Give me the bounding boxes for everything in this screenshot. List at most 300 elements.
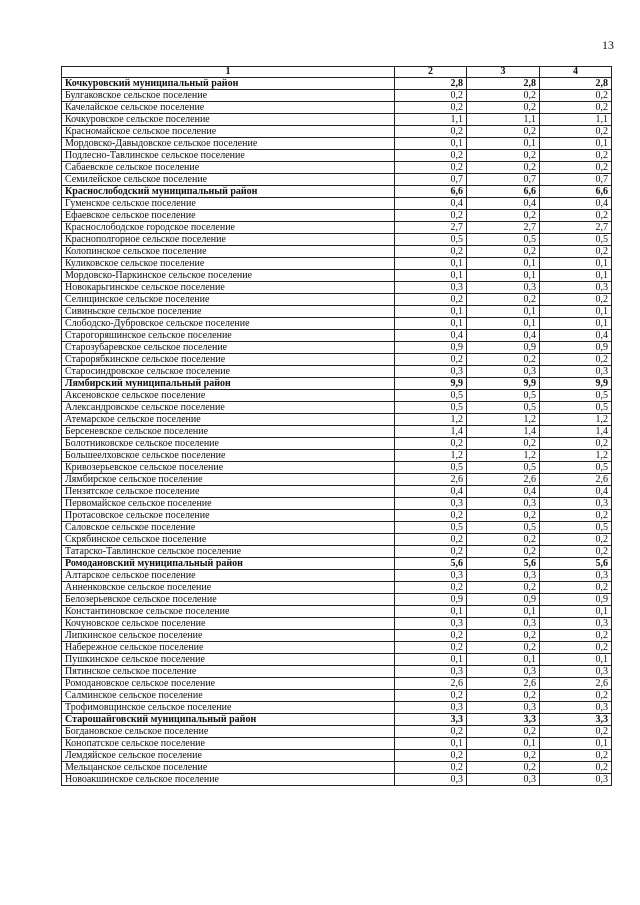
district-row	[62, 558, 612, 570]
value-col-4: 1,2	[540, 414, 612, 426]
value-col-2: 0,2	[395, 762, 467, 774]
table-row	[62, 258, 612, 270]
table-row	[62, 630, 612, 642]
value-col-4: 0,2	[540, 90, 612, 102]
table-row	[62, 474, 612, 486]
table-row	[62, 414, 612, 426]
value-col-3: 0,2	[467, 210, 540, 222]
table-row	[62, 150, 612, 162]
table-row	[62, 342, 612, 354]
settlement-name: Болотниковское сельское поселение	[62, 438, 395, 450]
value-col-4: 0,3	[540, 702, 612, 714]
value-col-3: 2,6	[467, 678, 540, 690]
table-row	[62, 762, 612, 774]
value-col-2: 0,4	[395, 330, 467, 342]
value-col-4: 0,1	[540, 306, 612, 318]
value-col-4: 0,5	[540, 402, 612, 414]
district-row	[62, 378, 612, 390]
settlement-name: Старорябкинское сельское поселение	[62, 354, 395, 366]
district-row	[62, 714, 612, 726]
value-col-2: 0,5	[395, 462, 467, 474]
settlement-name: Кочкуровское сельское поселение	[62, 114, 395, 126]
value-col-2: 0,3	[395, 498, 467, 510]
value-col-2: 0,2	[395, 582, 467, 594]
value-col-4: 0,1	[540, 738, 612, 750]
value-col-2: 0,2	[395, 510, 467, 522]
value-col-4: 3,3	[540, 714, 612, 726]
value-col-3: 0,2	[467, 246, 540, 258]
value-col-2: 2,6	[395, 678, 467, 690]
value-col-3: 3,3	[467, 714, 540, 726]
value-col-4: 2,6	[540, 474, 612, 486]
settlement-name: Протасовское сельское поселение	[62, 510, 395, 522]
value-col-2: 0,2	[395, 90, 467, 102]
value-col-2: 0,1	[395, 606, 467, 618]
value-col-2: 1,1	[395, 114, 467, 126]
value-col-2: 0,2	[395, 126, 467, 138]
value-col-3: 0,5	[467, 522, 540, 534]
table-row	[62, 198, 612, 210]
settlement-name: Лямбирский муниципальный район	[62, 378, 395, 390]
value-col-3: 0,5	[467, 234, 540, 246]
value-col-4: 0,1	[540, 654, 612, 666]
settlement-name: Мордовско-Давыдовское сельское поселение	[62, 138, 395, 150]
settlement-name: Ромодановский муниципальный район	[62, 558, 395, 570]
table-row	[62, 582, 612, 594]
value-col-3: 1,2	[467, 450, 540, 462]
value-col-3: 0,2	[467, 762, 540, 774]
value-col-4: 0,2	[540, 582, 612, 594]
table-row	[62, 438, 612, 450]
value-col-2: 0,2	[395, 246, 467, 258]
table-header-row	[62, 67, 612, 78]
value-col-4: 0,3	[540, 570, 612, 582]
value-col-4: 0,3	[540, 774, 612, 786]
settlement-name: Липкинское сельское поселение	[62, 630, 395, 642]
value-col-2: 0,1	[395, 738, 467, 750]
value-col-3: 5,6	[467, 558, 540, 570]
value-col-3: 0,2	[467, 90, 540, 102]
table-row	[62, 282, 612, 294]
table-row	[62, 114, 612, 126]
table-row	[62, 354, 612, 366]
value-col-4: 1,4	[540, 426, 612, 438]
value-col-3: 0,2	[467, 582, 540, 594]
value-col-4: 2,8	[540, 78, 612, 90]
value-col-3: 0,3	[467, 702, 540, 714]
settlement-name: Колопинское сельское поселение	[62, 246, 395, 258]
value-col-2: 0,2	[395, 210, 467, 222]
table-row	[62, 774, 612, 786]
table-row	[62, 570, 612, 582]
settlement-name: Берсеневское сельское поселение	[62, 426, 395, 438]
value-col-4: 0,7	[540, 174, 612, 186]
value-col-3: 6,6	[467, 186, 540, 198]
value-col-3: 0,4	[467, 330, 540, 342]
settlement-name: Мордовско-Паркинское сельское поселение	[62, 270, 395, 282]
value-col-2: 0,4	[395, 486, 467, 498]
value-col-4: 0,1	[540, 270, 612, 282]
table-row	[62, 210, 612, 222]
settlement-name: Кочкуровский муниципальный район	[62, 78, 395, 90]
table-row	[62, 162, 612, 174]
value-col-3: 1,2	[467, 414, 540, 426]
table-row	[62, 450, 612, 462]
settlement-name: Кривозерьевское сельское поселение	[62, 462, 395, 474]
value-col-3: 0,5	[467, 462, 540, 474]
value-col-4: 0,2	[540, 642, 612, 654]
value-col-4: 0,1	[540, 138, 612, 150]
table-row	[62, 534, 612, 546]
value-col-3: 0,5	[467, 402, 540, 414]
value-col-4: 0,4	[540, 198, 612, 210]
value-col-3: 0,2	[467, 726, 540, 738]
settlement-name: Набережное сельское поселение	[62, 642, 395, 654]
value-col-4: 0,3	[540, 618, 612, 630]
settlement-name: Мельцанское сельское поселение	[62, 762, 395, 774]
district-row	[62, 78, 612, 90]
value-col-3: 2,6	[467, 474, 540, 486]
value-col-3: 0,5	[467, 390, 540, 402]
table-row	[62, 690, 612, 702]
value-col-4: 0,5	[540, 462, 612, 474]
settlement-name: Новокарьгинское сельское поселение	[62, 282, 395, 294]
settlement-name: Краснослободский муниципальный район	[62, 186, 395, 198]
value-col-4: 0,2	[540, 210, 612, 222]
value-col-4: 0,2	[540, 126, 612, 138]
value-col-4: 0,4	[540, 330, 612, 342]
value-col-2: 0,1	[395, 270, 467, 282]
settlement-name: Булгаковское сельское поселение	[62, 90, 395, 102]
settlement-name: Атемарское сельское поселение	[62, 414, 395, 426]
table-row	[62, 642, 612, 654]
value-col-2: 2,8	[395, 78, 467, 90]
settlement-name: Краснослободское городское поселение	[62, 222, 395, 234]
value-col-2: 0,3	[395, 774, 467, 786]
value-col-2: 0,5	[395, 522, 467, 534]
value-col-3: 0,2	[467, 126, 540, 138]
value-col-2: 0,3	[395, 618, 467, 630]
value-col-3: 0,2	[467, 546, 540, 558]
value-col-3: 0,9	[467, 594, 540, 606]
value-col-3: 0,3	[467, 666, 540, 678]
settlement-name: Алтарское сельское поселение	[62, 570, 395, 582]
table-row	[62, 330, 612, 342]
value-col-4: 0,2	[540, 294, 612, 306]
value-col-2: 0,2	[395, 750, 467, 762]
settlement-name: Сабаевское сельское поселение	[62, 162, 395, 174]
value-col-4: 0,2	[540, 162, 612, 174]
settlement-name: Пушкинское сельское поселение	[62, 654, 395, 666]
table-row	[62, 366, 612, 378]
settlement-name: Конопатское сельское поселение	[62, 738, 395, 750]
table-row	[62, 126, 612, 138]
settlement-name: Александровское сельское поселение	[62, 402, 395, 414]
value-col-2: 0,2	[395, 726, 467, 738]
value-col-4: 1,1	[540, 114, 612, 126]
value-col-4: 6,6	[540, 186, 612, 198]
value-col-2: 9,9	[395, 378, 467, 390]
value-col-3: 0,2	[467, 690, 540, 702]
value-col-3: 0,2	[467, 150, 540, 162]
value-col-2: 0,2	[395, 534, 467, 546]
value-col-2: 0,1	[395, 318, 467, 330]
value-col-2: 0,3	[395, 282, 467, 294]
value-col-4: 0,1	[540, 258, 612, 270]
table-row	[62, 486, 612, 498]
value-col-3: 0,2	[467, 510, 540, 522]
settlement-name: Качелайское сельское поселение	[62, 102, 395, 114]
value-col-4: 0,5	[540, 390, 612, 402]
value-col-2: 0,2	[395, 294, 467, 306]
settlement-name: Ромодановское сельское поселение	[62, 678, 395, 690]
value-col-3: 0,2	[467, 294, 540, 306]
value-col-4: 0,2	[540, 630, 612, 642]
value-col-3: 0,1	[467, 738, 540, 750]
table-row	[62, 738, 612, 750]
value-col-4: 0,2	[540, 438, 612, 450]
value-col-3: 0,3	[467, 282, 540, 294]
value-col-3: 0,2	[467, 750, 540, 762]
value-col-3: 0,1	[467, 258, 540, 270]
settlement-name: Пятинское сельское поселение	[62, 666, 395, 678]
value-col-2: 0,2	[395, 642, 467, 654]
settlement-name: Лемдяйское сельское поселение	[62, 750, 395, 762]
table-row	[62, 594, 612, 606]
value-col-2: 3,3	[395, 714, 467, 726]
value-col-4: 0,5	[540, 234, 612, 246]
header-col-4: 4	[540, 67, 612, 78]
table-row	[62, 702, 612, 714]
value-col-3: 0,2	[467, 534, 540, 546]
settlement-name: Анненковское сельское поселение	[62, 582, 395, 594]
settlement-name: Слободско-Дубровское сельское поселение	[62, 318, 395, 330]
value-col-4: 0,2	[540, 102, 612, 114]
value-col-2: 0,3	[395, 702, 467, 714]
settlement-name: Куликовское сельское поселение	[62, 258, 395, 270]
settlement-name: Богдановское сельское поселение	[62, 726, 395, 738]
value-col-2: 1,4	[395, 426, 467, 438]
table-row	[62, 90, 612, 102]
table-row	[62, 294, 612, 306]
value-col-2: 0,1	[395, 654, 467, 666]
table-row	[62, 234, 612, 246]
value-col-2: 0,2	[395, 150, 467, 162]
value-col-2: 0,2	[395, 354, 467, 366]
table-row	[62, 390, 612, 402]
value-col-4: 0,3	[540, 366, 612, 378]
table-row	[62, 678, 612, 690]
settlement-name: Красномайское сельское поселение	[62, 126, 395, 138]
value-col-2: 0,3	[395, 570, 467, 582]
value-col-2: 0,9	[395, 342, 467, 354]
settlement-name: Первомайское сельское поселение	[62, 498, 395, 510]
page-number: 13	[602, 38, 614, 52]
settlement-name: Татарско-Тавлинское сельское поселение	[62, 546, 395, 558]
value-col-2: 5,6	[395, 558, 467, 570]
settlement-name: Большеелховское сельское поселение	[62, 450, 395, 462]
value-col-3: 0,2	[467, 162, 540, 174]
table-row	[62, 318, 612, 330]
value-col-4: 0,2	[540, 534, 612, 546]
table-row	[62, 654, 612, 666]
table-row	[62, 618, 612, 630]
value-col-4: 0,2	[540, 762, 612, 774]
table-row	[62, 174, 612, 186]
value-col-2: 0,5	[395, 402, 467, 414]
value-col-2: 0,7	[395, 174, 467, 186]
value-col-4: 0,2	[540, 150, 612, 162]
value-col-2: 6,6	[395, 186, 467, 198]
value-col-3: 0,3	[467, 618, 540, 630]
settlement-name: Пензятское сельское поселение	[62, 486, 395, 498]
settlement-name: Саловское сельское поселение	[62, 522, 395, 534]
value-col-4: 0,3	[540, 666, 612, 678]
value-col-3: 0,2	[467, 102, 540, 114]
value-col-2: 0,2	[395, 102, 467, 114]
value-col-2: 0,2	[395, 162, 467, 174]
table-row	[62, 606, 612, 618]
settlement-name: Новоакшинское сельское поселение	[62, 774, 395, 786]
value-col-4: 0,1	[540, 606, 612, 618]
value-col-3: 0,2	[467, 642, 540, 654]
value-col-2: 1,2	[395, 414, 467, 426]
settlement-name: Лямбирское сельское поселение	[62, 474, 395, 486]
district-row	[62, 186, 612, 198]
table-row	[62, 246, 612, 258]
table-row	[62, 726, 612, 738]
value-col-3: 0,1	[467, 138, 540, 150]
settlement-name: Аксеновское сельское поселение	[62, 390, 395, 402]
value-col-2: 0,3	[395, 366, 467, 378]
value-col-3: 9,9	[467, 378, 540, 390]
value-col-4: 2,7	[540, 222, 612, 234]
value-col-3: 0,2	[467, 630, 540, 642]
value-col-3: 0,1	[467, 654, 540, 666]
settlement-name: Старошайговский муниципальный район	[62, 714, 395, 726]
table-row	[62, 750, 612, 762]
table-row	[62, 522, 612, 534]
settlement-name: Старосиндровское сельское поселение	[62, 366, 395, 378]
settlement-name: Скрябинское сельское поселение	[62, 534, 395, 546]
settlement-name: Кочуновское сельское поселение	[62, 618, 395, 630]
settlement-name: Подлесно-Тавлинское сельское поселение	[62, 150, 395, 162]
table-row	[62, 102, 612, 114]
value-col-3: 0,1	[467, 306, 540, 318]
value-col-4: 0,9	[540, 342, 612, 354]
value-col-2: 0,2	[395, 546, 467, 558]
value-col-4: 0,3	[540, 498, 612, 510]
value-col-2: 0,2	[395, 690, 467, 702]
value-col-2: 2,6	[395, 474, 467, 486]
value-col-4: 9,9	[540, 378, 612, 390]
value-col-3: 0,7	[467, 174, 540, 186]
value-col-3: 0,1	[467, 606, 540, 618]
settlement-name: Ефаевское сельское поселение	[62, 210, 395, 222]
value-col-4: 0,3	[540, 282, 612, 294]
value-col-4: 0,5	[540, 522, 612, 534]
value-col-4: 0,2	[540, 246, 612, 258]
value-col-3: 0,4	[467, 198, 540, 210]
value-col-4: 0,2	[540, 354, 612, 366]
value-col-4: 0,2	[540, 726, 612, 738]
value-col-3: 0,1	[467, 270, 540, 282]
value-col-3: 1,4	[467, 426, 540, 438]
settlement-name: Селищинское сельское поселение	[62, 294, 395, 306]
table-row	[62, 270, 612, 282]
value-col-3: 0,4	[467, 486, 540, 498]
value-col-2: 0,2	[395, 630, 467, 642]
value-col-4: 0,1	[540, 318, 612, 330]
settlement-name: Трофимовщинское сельское поселение	[62, 702, 395, 714]
settlement-name: Константиновское сельское поселение	[62, 606, 395, 618]
settlement-name: Старогоряшинское сельское поселение	[62, 330, 395, 342]
value-col-4: 2,6	[540, 678, 612, 690]
value-col-3: 0,1	[467, 318, 540, 330]
value-col-4: 0,2	[540, 546, 612, 558]
value-col-2: 0,1	[395, 258, 467, 270]
value-col-3: 2,7	[467, 222, 540, 234]
value-col-2: 0,5	[395, 390, 467, 402]
value-col-4: 0,4	[540, 486, 612, 498]
table-row	[62, 462, 612, 474]
value-col-3: 0,2	[467, 438, 540, 450]
value-col-2: 0,1	[395, 138, 467, 150]
value-col-2: 0,2	[395, 438, 467, 450]
table-row	[62, 510, 612, 522]
settlement-name: Гуменское сельское поселение	[62, 198, 395, 210]
value-col-2: 0,3	[395, 666, 467, 678]
header-col-3: 3	[467, 67, 540, 78]
value-col-3: 1,1	[467, 114, 540, 126]
value-col-4: 1,2	[540, 450, 612, 462]
value-col-3: 0,3	[467, 366, 540, 378]
value-col-2: 0,1	[395, 306, 467, 318]
table-row	[62, 546, 612, 558]
settlement-name: Салминское сельское поселение	[62, 690, 395, 702]
value-col-2: 1,2	[395, 450, 467, 462]
value-col-3: 0,3	[467, 774, 540, 786]
table-row	[62, 666, 612, 678]
value-col-3: 0,2	[467, 354, 540, 366]
value-col-4: 0,2	[540, 690, 612, 702]
value-col-3: 2,8	[467, 78, 540, 90]
header-col-1: 1	[62, 67, 395, 78]
table-row	[62, 222, 612, 234]
value-col-4: 0,2	[540, 510, 612, 522]
settlement-name: Семилейское сельское поселение	[62, 174, 395, 186]
settlement-name: Краснополгорное сельское поселение	[62, 234, 395, 246]
table-row	[62, 426, 612, 438]
settlement-name: Белозерьевское сельское поселение	[62, 594, 395, 606]
value-col-3: 0,9	[467, 342, 540, 354]
header-col-2: 2	[395, 67, 467, 78]
value-col-2: 0,9	[395, 594, 467, 606]
value-col-3: 0,3	[467, 570, 540, 582]
value-col-4: 0,2	[540, 750, 612, 762]
table-row	[62, 498, 612, 510]
table-row	[62, 306, 612, 318]
value-col-4: 0,9	[540, 594, 612, 606]
value-col-4: 5,6	[540, 558, 612, 570]
value-col-2: 0,4	[395, 198, 467, 210]
value-col-2: 2,7	[395, 222, 467, 234]
table-row	[62, 402, 612, 414]
settlement-name: Сивиньское сельское поселение	[62, 306, 395, 318]
value-col-2: 0,5	[395, 234, 467, 246]
value-col-3: 0,3	[467, 498, 540, 510]
settlement-name: Старозубаревское сельское поселение	[62, 342, 395, 354]
